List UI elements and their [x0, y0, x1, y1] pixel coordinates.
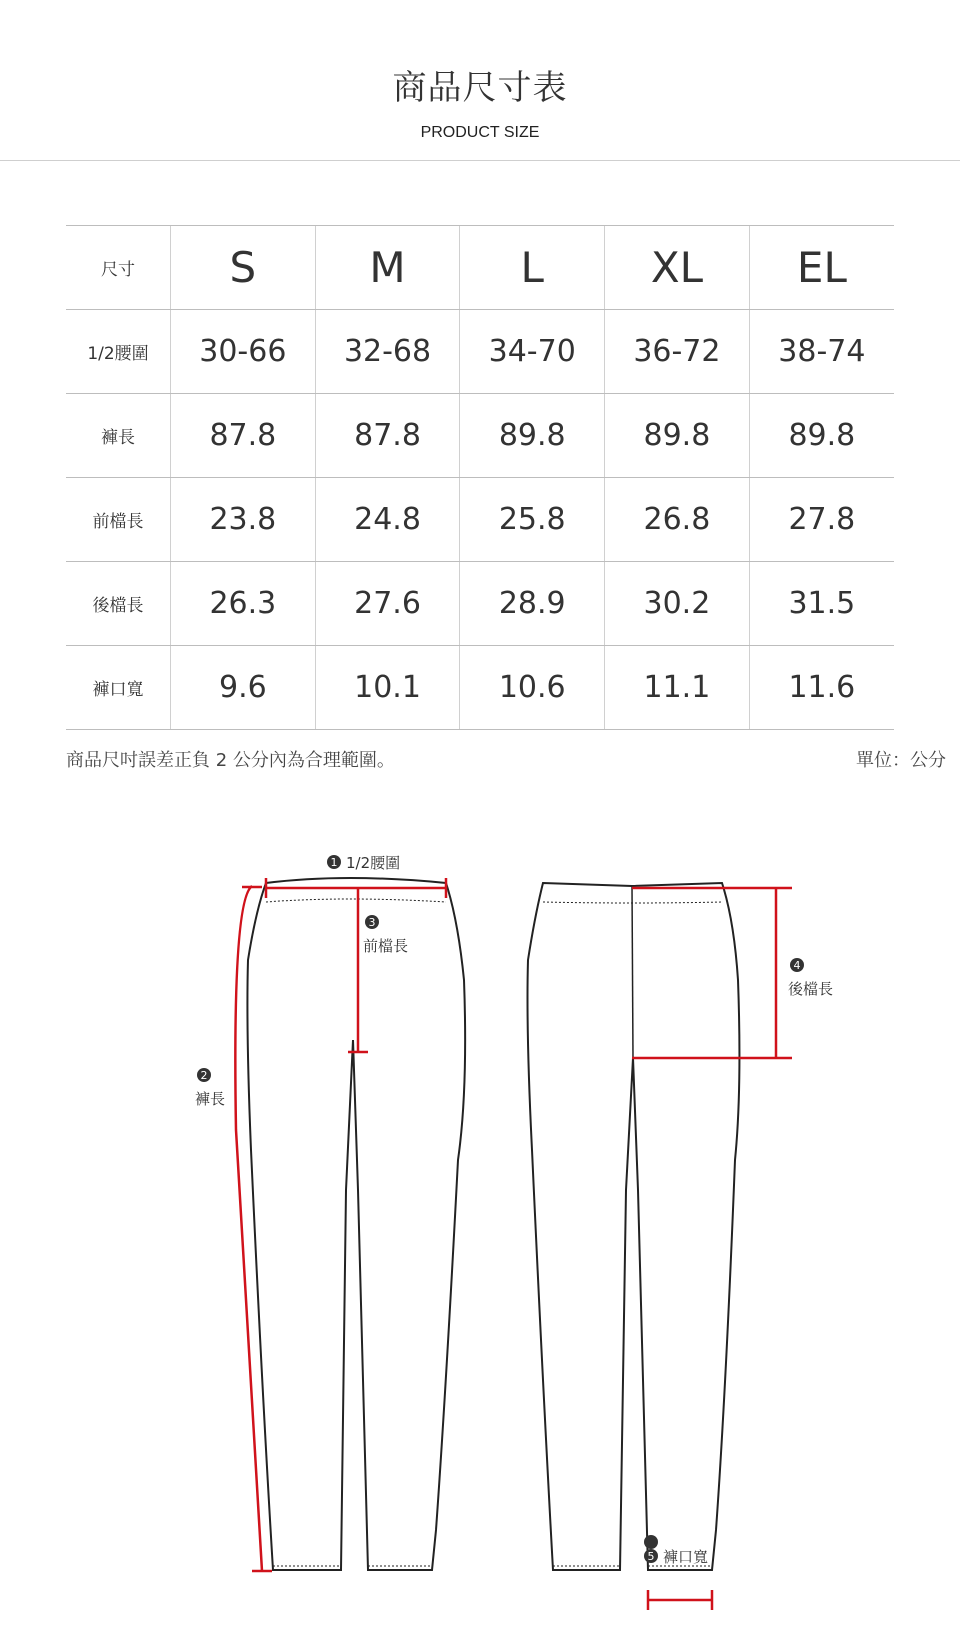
table-cell: 31.5: [749, 562, 894, 646]
table-cell: 28.9: [460, 562, 605, 646]
table-row: [66, 310, 894, 394]
measurement-lines: [235, 878, 792, 1610]
tolerance-note: 商品尺吋誤差正負 2 公分內為合理範圍。: [66, 750, 395, 771]
front-pants-illustration: [247, 878, 465, 1570]
unit-label: 單位：公分: [856, 750, 946, 771]
table-cell: 23.8: [171, 478, 316, 562]
svg-text:5: 5: [647, 1550, 655, 1563]
size-header: L: [460, 226, 605, 310]
svg-text:3: 3: [368, 916, 376, 929]
table-cell: 10.1: [315, 646, 460, 730]
size-table: [66, 225, 894, 730]
table-cell: 11.1: [605, 646, 750, 730]
svg-text:褲口寬: 褲口寬: [663, 1548, 709, 1566]
row-label: 前檔長: [66, 478, 171, 562]
length-label: [195, 1068, 225, 1108]
table-cell: 10.6: [460, 646, 605, 730]
table-cell: 89.8: [749, 394, 894, 478]
svg-text:1/2腰圍: 1/2腰圍: [346, 854, 401, 872]
table-header-row: [66, 226, 894, 310]
back-pants-illustration: [528, 883, 740, 1570]
table-cell: 27.6: [315, 562, 460, 646]
front-rise-label: [363, 915, 408, 955]
row-label: 1/2腰圍: [66, 310, 171, 394]
table-cell: 36-72: [605, 310, 750, 394]
size-header: S: [171, 226, 316, 310]
table-cell: 9.6: [171, 646, 316, 730]
header-divider: [0, 160, 960, 161]
table-cell: 34-70: [460, 310, 605, 394]
row-label: 褲口寬: [66, 646, 171, 730]
table-cell: 30-66: [171, 310, 316, 394]
table-cell: 11.6: [749, 646, 894, 730]
size-header: EL: [749, 226, 894, 310]
table-row: [66, 562, 894, 646]
front-rise-measure-line: [348, 888, 368, 1052]
table-cell: 24.8: [315, 478, 460, 562]
table-cell: 32-68: [315, 310, 460, 394]
table-row: [66, 646, 894, 730]
table-cell: 87.8: [315, 394, 460, 478]
waist-label: [327, 854, 400, 872]
hem-label-row: [0, 1535, 960, 1575]
svg-text:後檔長: 後檔長: [788, 980, 834, 998]
table-cell: 30.2: [605, 562, 750, 646]
table-cell: 27.8: [749, 478, 894, 562]
svg-text:褲長: 褲長: [195, 1090, 226, 1108]
row-label: 後檔長: [66, 562, 171, 646]
size-header: XL: [605, 226, 750, 310]
corner-cell: 尺寸: [66, 226, 171, 310]
page-subtitle: PRODUCT SIZE: [420, 124, 540, 141]
back-rise-label: [788, 958, 833, 998]
table-cell: 26.8: [605, 478, 750, 562]
svg-text:1: 1: [330, 856, 338, 869]
page-title: 商品尺寸表: [392, 68, 568, 108]
table-cell: 38-74: [749, 310, 894, 394]
table-cell: 26.3: [171, 562, 316, 646]
table-cell: 87.8: [171, 394, 316, 478]
measurement-diagram: [0, 830, 960, 1630]
back-rise-measure-line: [632, 888, 792, 1058]
size-header: M: [315, 226, 460, 310]
table-row: [66, 394, 894, 478]
table-cell: 25.8: [460, 478, 605, 562]
table-row: [66, 478, 894, 562]
hem-measure-line: [648, 1590, 712, 1610]
table-cell: 89.8: [460, 394, 605, 478]
svg-text:4: 4: [793, 959, 801, 972]
table-cell: 89.8: [605, 394, 750, 478]
svg-text:前檔長: 前檔長: [363, 937, 409, 955]
svg-text:2: 2: [200, 1069, 208, 1082]
row-label: 褲長: [66, 394, 171, 478]
